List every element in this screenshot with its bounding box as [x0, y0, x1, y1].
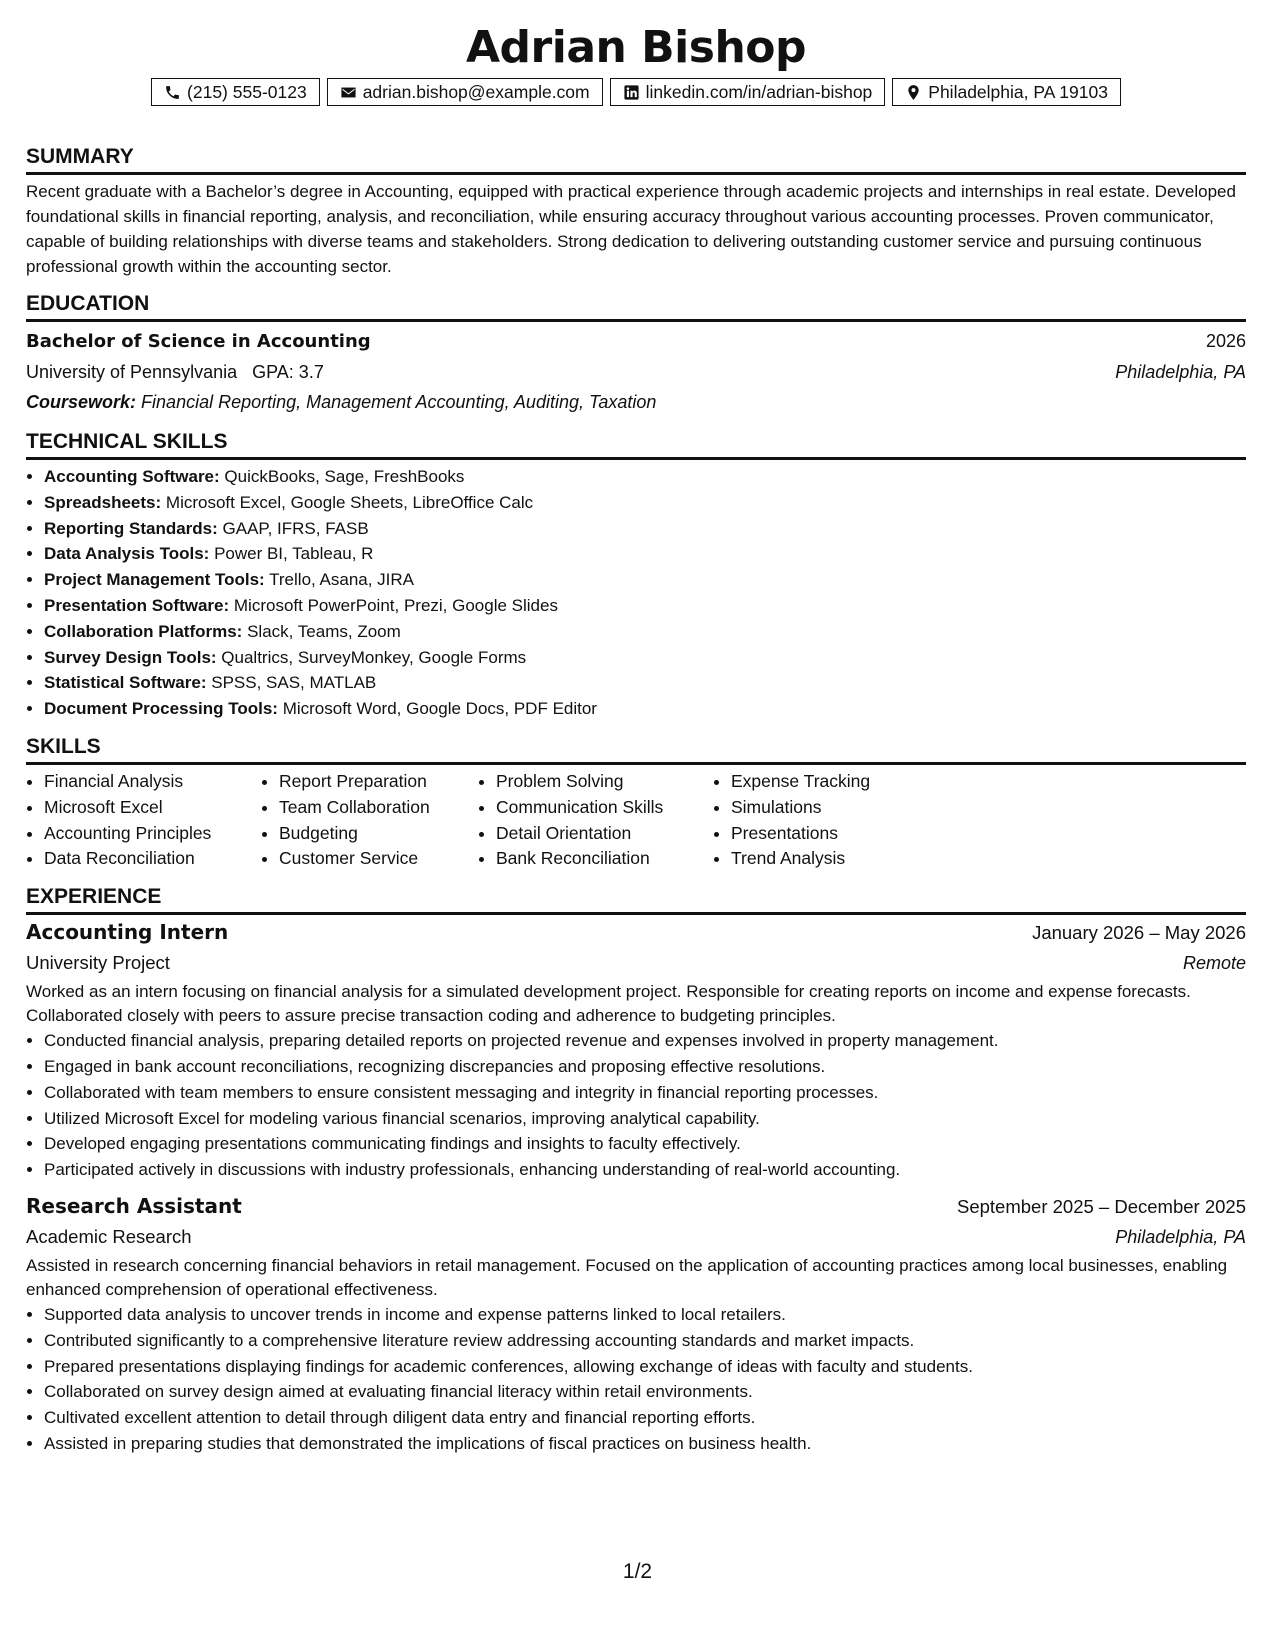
technical-skills-heading: TECHNICAL SKILLS — [26, 429, 1246, 460]
list-item: • Trend Analysis — [731, 846, 971, 872]
contact-linkedin-text: linkedin.com/in/adrian-bishop — [645, 81, 873, 102]
list-item: • Customer Service — [279, 846, 478, 872]
list-item — [44, 541, 1246, 567]
contact-location — [892, 78, 1121, 106]
technical-skills-section — [26, 429, 1246, 722]
skill-values: Microsoft Word, Google Docs, PDF Editor — [282, 699, 597, 719]
education-location: Philadelphia, PA — [1115, 362, 1246, 382]
job-location: Remote — [1182, 953, 1246, 974]
list-item: • Simulations — [731, 795, 971, 821]
coursework — [26, 387, 1246, 417]
contact-linkedin[interactable] — [610, 78, 886, 106]
list-item: • Contributed significantly to a comprehensive literature review addressing accounting standards and market impacts. — [44, 1328, 1246, 1354]
list-item: • Prepared presentations displaying findings for academic conferences, allowing exchange of ideas with faculty and students. — [44, 1354, 1246, 1380]
job-dates: September 2025 – December 2025 — [957, 1195, 1246, 1217]
list-item — [44, 696, 1246, 722]
list-item: • Conducted financial analysis, preparing detailed reports on projected revenue and expenses involved in property management. — [44, 1028, 1246, 1054]
list-item: • Collaborated on survey design aimed at evaluating financial literacy within retail environments. — [44, 1379, 1246, 1405]
skills-column-1 — [26, 769, 261, 872]
list-item: • Microsoft Excel — [44, 795, 261, 821]
skill-values: QuickBooks, Sage, FreshBooks — [224, 467, 465, 486]
list-item — [44, 464, 1246, 490]
graduation-year: 2026 — [1205, 331, 1246, 351]
list-item: • Accounting Principles — [44, 821, 261, 847]
skill-values: SPSS, SAS, MATLAB — [211, 673, 377, 693]
list-item: • Report Preparation — [279, 769, 478, 795]
skill-category: Reporting Standards: — [44, 518, 218, 538]
list-item: • Problem Solving — [496, 769, 713, 795]
list-item: • Engaged in bank account reconciliations, recognizing discrepancies and proposing effective resolutions. — [44, 1054, 1246, 1080]
job-bullets — [26, 1302, 1246, 1457]
job-description: Worked as an intern focusing on financial analysis for a simulated development project. Responsible for creating reports on income and expense forecasts. Collaborated closely with peers to assure precise transaction coding and adherence to budgeting principles. — [26, 982, 1191, 1026]
list-item: • Assisted in preparing studies that demonstrated the implications of fiscal practices on business health. — [44, 1431, 1246, 1457]
skill-values: Slack, Teams, Zoom — [247, 621, 401, 641]
job-title: Research Assistant — [26, 1193, 242, 1218]
coursework-label: Coursework: — [26, 392, 137, 412]
job-bullets — [26, 1028, 1246, 1183]
technical-skills-list — [26, 464, 1246, 722]
skills-section — [26, 734, 1246, 872]
linkedin-icon — [623, 84, 640, 101]
skills-column-4 — [713, 769, 971, 872]
contact-phone[interactable] — [151, 78, 320, 106]
degree-title: Bachelor of Science in Accounting — [26, 331, 371, 352]
skills-column-2 — [261, 769, 478, 872]
skills-column-3 — [478, 769, 713, 872]
skill-values: GAAP, IFRS, FASB — [222, 518, 369, 538]
candidate-name: Adrian Bishop — [465, 22, 807, 73]
skill-values: Trello, Asana, JIRA — [269, 570, 415, 590]
skill-values: Microsoft PowerPoint, Prezi, Google Slides — [233, 595, 558, 615]
list-item: • Collaborated with team members to ensure consistent messaging and integrity in financial reporting processes. — [44, 1080, 1246, 1106]
summary-section — [26, 144, 1246, 279]
list-item: • Financial Analysis — [44, 769, 261, 795]
job-dates: January 2026 – May 2026 — [1032, 922, 1246, 944]
list-item: • Detail Orientation — [496, 821, 713, 847]
skill-category: Survey Design Tools: — [44, 647, 217, 667]
contact-phone-text: (215) 555-0123 — [187, 81, 307, 102]
list-item — [44, 670, 1246, 696]
skills-grid — [26, 769, 1246, 872]
list-item: • Supported data analysis to uncover trends in income and expense patterns linked to local retailers. — [44, 1302, 1246, 1328]
skill-category: Spreadsheets: — [44, 492, 162, 512]
skill-values: Microsoft Excel, Google Sheets, LibreOffice Calc — [165, 492, 534, 512]
map-pin-icon — [905, 84, 922, 101]
skills-heading: SKILLS — [26, 734, 1246, 765]
skill-category: Statistical Software: — [44, 673, 207, 693]
job-organization: Academic Research — [26, 1225, 192, 1247]
list-item: • Team Collaboration — [279, 795, 478, 821]
skill-category: Document Processing Tools: — [44, 699, 278, 719]
list-item: • Budgeting — [279, 821, 478, 847]
job-description: Assisted in research concerning financial behaviors in retail management. Focused on the application of accounting practices among local businesses, enabling enhanced comprehension of operational effectiveness. — [26, 1255, 1228, 1299]
phone-icon — [164, 84, 181, 101]
job-title: Accounting Intern — [26, 920, 229, 945]
skill-values: Qualtrics, SurveyMonkey, Google Forms — [221, 647, 527, 667]
summary-text: Recent graduate with a Bachelor’s degree in Accounting, equipped with practical experience through academic projects and internships in real estate. Developed foundational skills in financial reporting, analysis, and reconciliation, while ensuring accuracy throughout various accounting processes. Proven communicator, capable of building relationships with diverse teams and stakeholders. Strong dedication to delivering outstanding customer service and pursuing continuous professional growth within the accounting sector. — [26, 182, 1236, 276]
list-item — [44, 645, 1246, 671]
gpa: GPA: 3.7 — [252, 362, 324, 382]
envelope-icon — [340, 84, 357, 101]
job-entry — [26, 1191, 1246, 1457]
skill-category: Data Analysis Tools: — [44, 544, 210, 564]
education-heading: EDUCATION — [26, 291, 1246, 322]
list-item: • Cultivated excellent attention to detail through diligent data entry and financial reporting efforts. — [44, 1405, 1246, 1431]
list-item: • Participated actively in discussions with industry professionals, enhancing understanding of real-world accounting. — [44, 1157, 1246, 1183]
list-item: • Developed engaging presentations communicating findings and insights to faculty effectively. — [44, 1131, 1246, 1157]
contact-email[interactable] — [327, 78, 603, 106]
list-item — [44, 593, 1246, 619]
list-item — [44, 619, 1246, 645]
skill-category: Accounting Software: — [44, 467, 220, 486]
job-location: Philadelphia, PA — [1115, 1226, 1246, 1247]
skill-category: Presentation Software: — [44, 595, 230, 615]
skill-values: Power BI, Tableau, R — [214, 544, 374, 564]
list-item: • Presentations — [731, 821, 971, 847]
coursework-list: Financial Reporting, Management Accounting, Auditing, Taxation — [141, 392, 657, 412]
list-item: • Communication Skills — [496, 795, 713, 821]
list-item: • Expense Tracking — [731, 769, 971, 795]
skill-category: Project Management Tools: — [44, 570, 265, 590]
resume-page — [26, 20, 1246, 1457]
job-entry — [26, 917, 1246, 1183]
experience-heading: EXPERIENCE — [26, 884, 1246, 915]
list-item — [44, 567, 1246, 593]
contact-location-text: Philadelphia, PA 19103 — [928, 81, 1108, 102]
list-item: • Utilized Microsoft Excel for modeling various financial scenarios, improving analytical capability. — [44, 1106, 1246, 1132]
list-item — [44, 516, 1246, 542]
skill-category: Collaboration Platforms: — [44, 621, 243, 641]
list-item: • Data Reconciliation — [44, 846, 261, 872]
list-item: • Bank Reconciliation — [496, 846, 713, 872]
experience-section — [26, 884, 1246, 1457]
contact-bar — [26, 78, 1246, 106]
summary-heading: SUMMARY — [26, 144, 1246, 175]
contact-email-text: adrian.bishop@example.com — [362, 81, 590, 102]
education-section — [26, 291, 1246, 417]
page-number: 1/2 — [622, 1560, 653, 1583]
institution-name: University of Pennsylvania — [26, 362, 238, 382]
job-organization: University Project — [26, 952, 170, 974]
list-item — [44, 490, 1246, 516]
